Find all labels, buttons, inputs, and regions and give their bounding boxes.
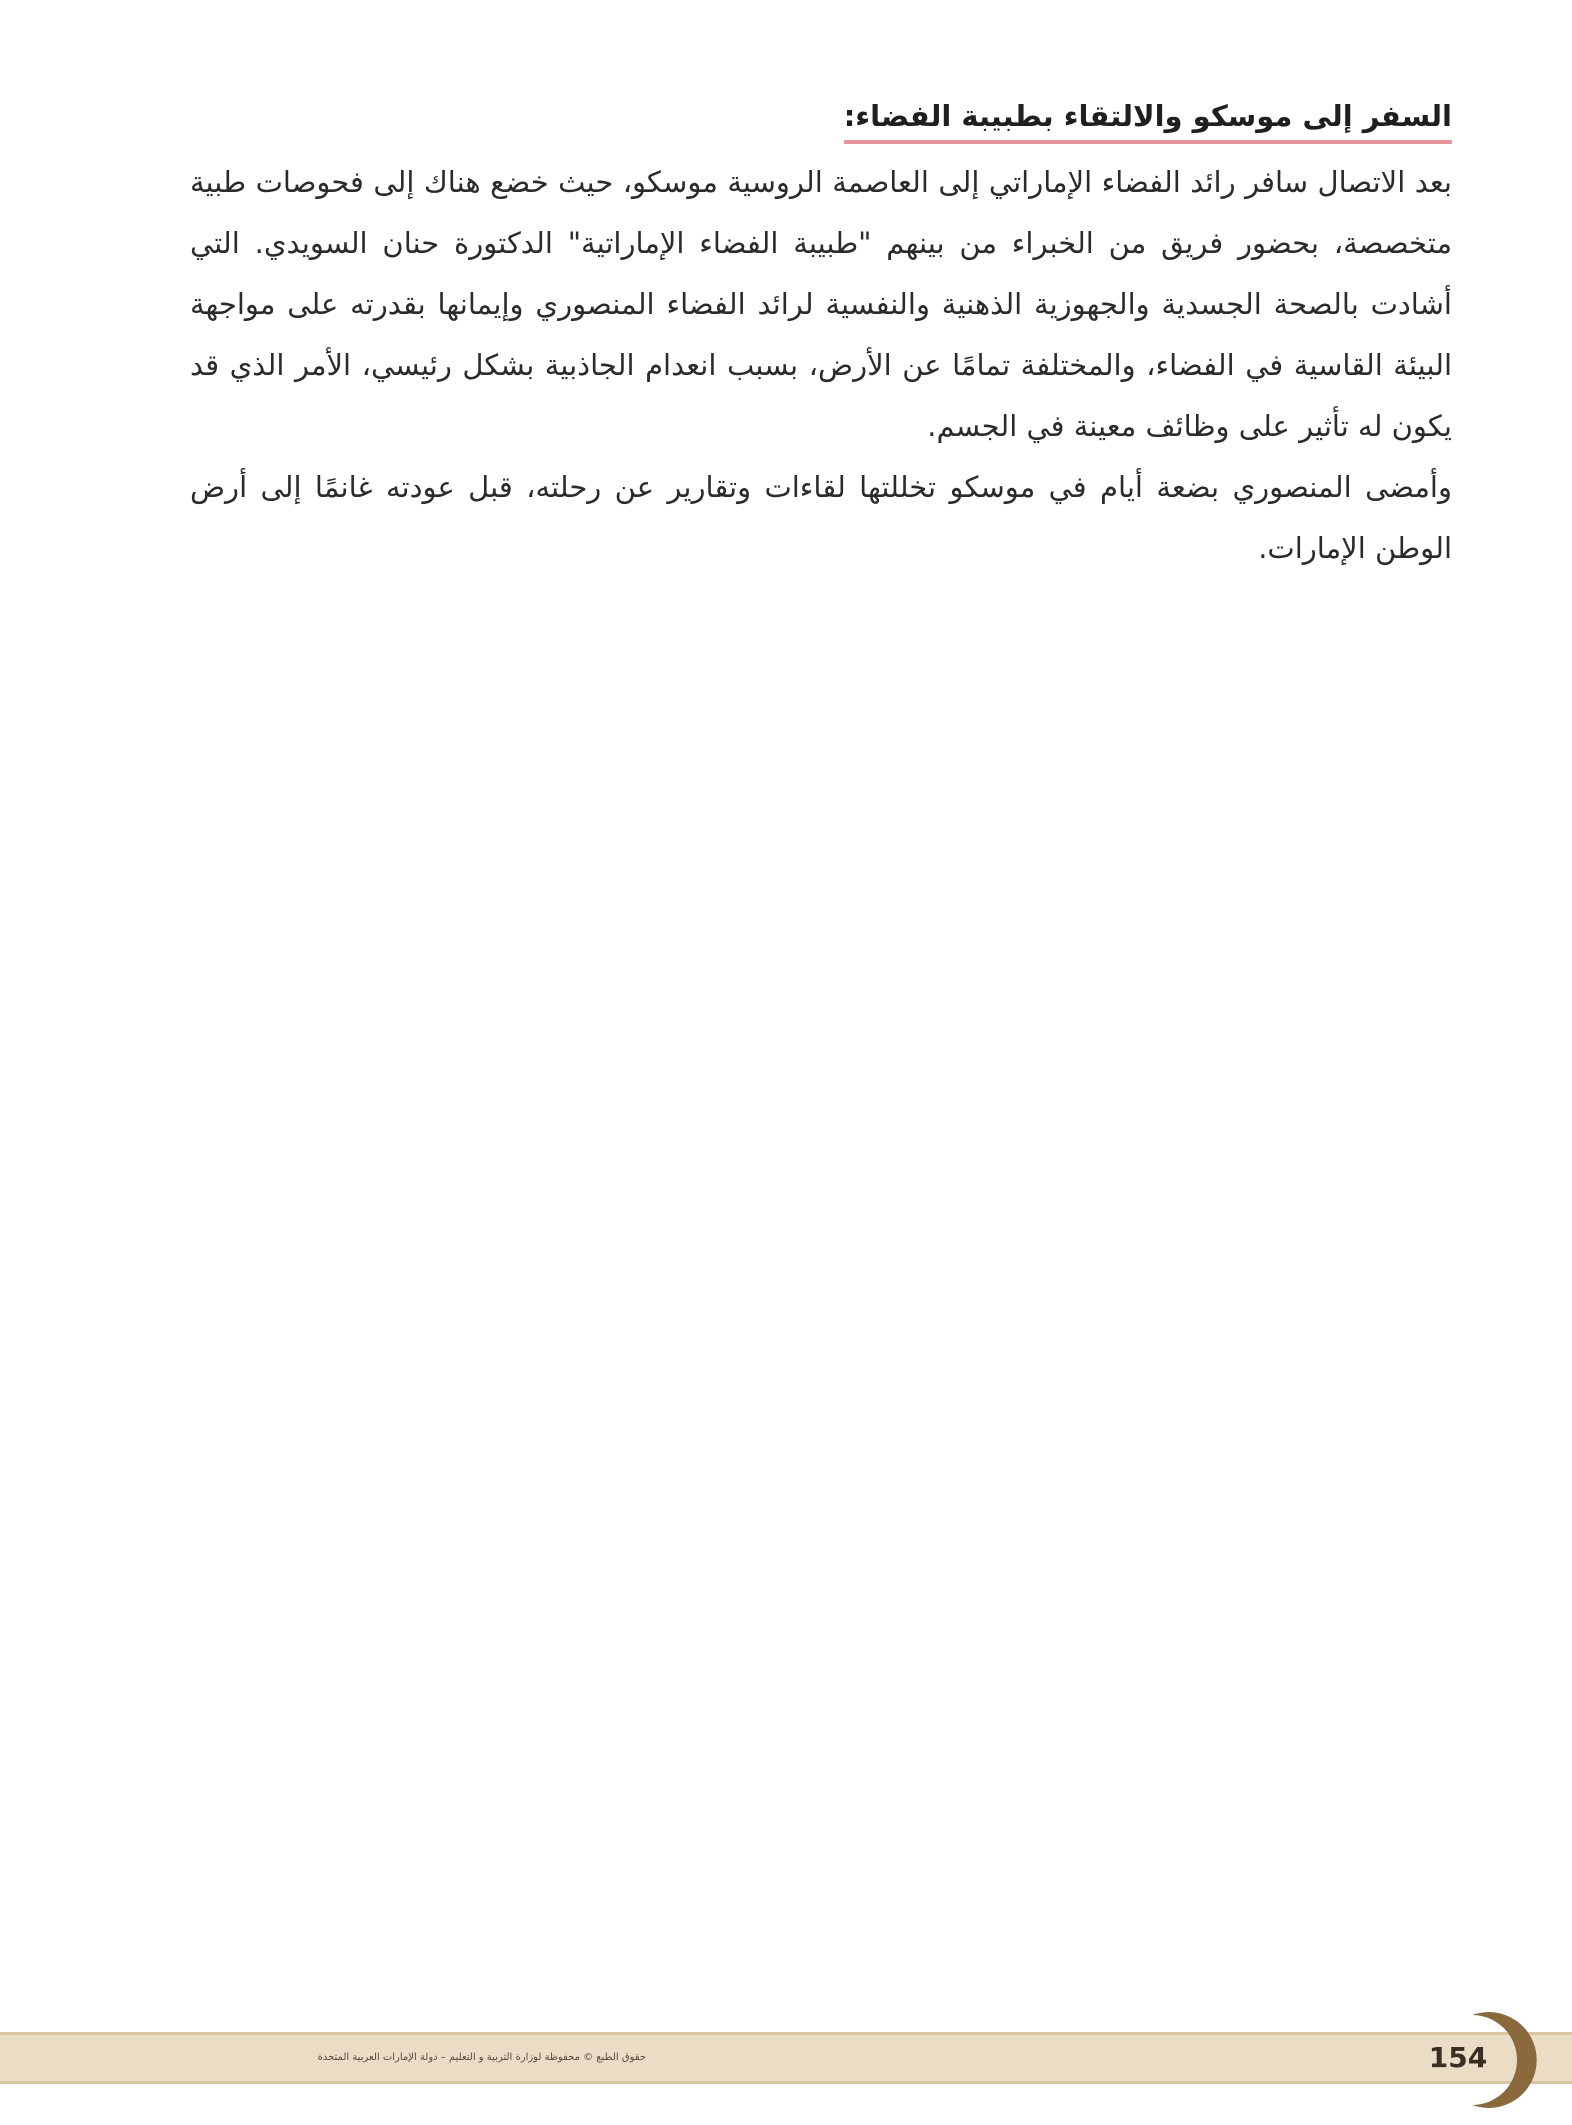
paragraph-1: بعد الاتصال سافر رائد الفضاء الإماراتي إلى العاصمة الروسية موسكو، حيث خضع هناك إلى فحوصات طبية متخصصة، بحضور فريق من الخبراء من بينهم "طبيبة الفضاء الإماراتية" الدكتورة حنان السويدي. التي أشادت بالصحة الجسدية والجهوزية الذهنية والنفسية لرائد الفضاء المنصوري وإيمانها بقدرته على مواجهة البيئة القاسية في الفضاء، والمختلفة تمامًا عن الأرض، بسبب انعدام الجاذبية بشكل رئيسي، الأمر الذي قد يكون له تأثير على وظائف معينة في الجسم. [190,165,1452,443]
footer-band [0,2032,1572,2084]
page-number: 154 [1428,2041,1488,2074]
footer-copyright: حقوق الطبع © محفوظة لوزارة التربية و التعليم – دولة الإمارات العربية المتحدة [317,2052,646,2063]
paragraph-2: وأمضى المنصوري بضعة أيام في موسكو تخللتها لقاءات وتقارير عن رحلته، قبل عودته غانمًا إلى أرض الوطن الإمارات. [190,470,1452,565]
section-heading: السفر إلى موسكو والالتقاء بطبيبة الفضاء: [844,96,1452,144]
article-section [190,96,1452,579]
